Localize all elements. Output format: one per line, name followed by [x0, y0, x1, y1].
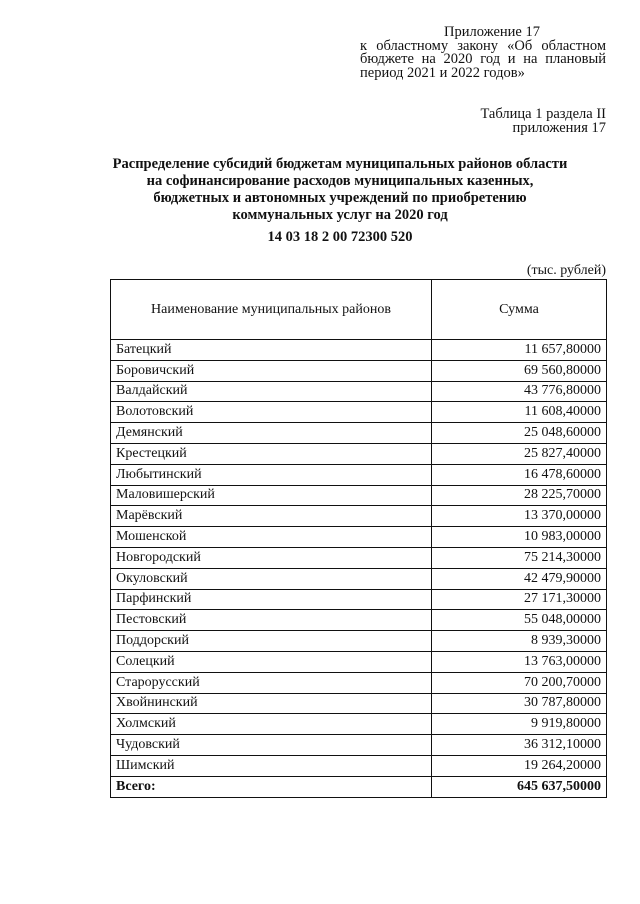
table-row: [111, 610, 607, 631]
table-row: [111, 527, 607, 548]
unit-label: (тыс. рублей): [526, 263, 606, 278]
district-amount: 43 776,80000: [432, 381, 607, 402]
appendix-line: бюджете на 2020 год и на плановый: [360, 51, 606, 67]
district-name: Боровичский: [111, 360, 432, 381]
header-district: Наименование муниципальных районов: [111, 280, 432, 340]
appendix-header: [360, 26, 606, 80]
title-line: на софинансирование расходов муниципальных казенных,: [146, 173, 534, 189]
total-row: [111, 776, 607, 797]
district-amount: 69 560,80000: [432, 360, 607, 381]
appendix-title: Приложение 17: [444, 24, 540, 40]
district-name: Батецкий: [111, 340, 432, 361]
table-row: [111, 693, 607, 714]
district-amount: 25 048,60000: [432, 423, 607, 444]
district-name: Волотовский: [111, 402, 432, 423]
district-amount: 8 939,30000: [432, 631, 607, 652]
district-name: Поддорский: [111, 631, 432, 652]
subsidy-table: [110, 279, 607, 798]
district-name: Парфинский: [111, 589, 432, 610]
table-row: [111, 360, 607, 381]
district-amount: 55 048,00000: [432, 610, 607, 631]
district-name: Холмский: [111, 714, 432, 735]
district-amount: 70 200,70000: [432, 672, 607, 693]
district-name: Чудовский: [111, 735, 432, 756]
table-reference-line: приложения 17: [512, 119, 606, 136]
table-row: [111, 506, 607, 527]
district-amount: 19 264,20000: [432, 755, 607, 776]
table-row: [111, 568, 607, 589]
table-row: [111, 547, 607, 568]
table-row: [111, 423, 607, 444]
district-name: Старорусский: [111, 672, 432, 693]
table-row: [111, 464, 607, 485]
district-name: Хвойнинский: [111, 693, 432, 714]
district-amount: 25 827,40000: [432, 443, 607, 464]
title-line: коммунальных услуг на 2020 год: [232, 207, 448, 223]
table-row: [111, 651, 607, 672]
district-amount: 16 478,60000: [432, 464, 607, 485]
header-amount: Сумма: [432, 280, 607, 340]
district-amount: 13 370,00000: [432, 506, 607, 527]
table-body: [111, 340, 607, 798]
district-amount: 9 919,80000: [432, 714, 607, 735]
table-row: [111, 340, 607, 361]
table-row: [111, 755, 607, 776]
district-amount: 13 763,00000: [432, 651, 607, 672]
table-reference: [480, 108, 606, 135]
district-amount: 11 608,40000: [432, 402, 607, 423]
district-name: Демянский: [111, 423, 432, 444]
budget-code: 14 03 18 2 00 72300 520: [267, 229, 413, 245]
district-amount: 10 983,00000: [432, 527, 607, 548]
district-name: Солецкий: [111, 651, 432, 672]
district-amount: 28 225,70000: [432, 485, 607, 506]
district-amount: 11 657,80000: [432, 340, 607, 361]
district-amount: 75 214,30000: [432, 547, 607, 568]
district-name: Пестовский: [111, 610, 432, 631]
total-amount: 645 637,50000: [432, 776, 607, 797]
table-header-row: [111, 280, 607, 340]
appendix-line: к областному закону «Об областном: [360, 37, 606, 54]
table-row: [111, 714, 607, 735]
table-row: [111, 735, 607, 756]
district-name: Новгородский: [111, 547, 432, 568]
title-line: бюджетных и автономных учреждений по приобретению: [153, 190, 527, 206]
appendix-line: период 2021 и 2022 годов»: [360, 64, 525, 81]
total-label: Всего:: [111, 776, 432, 797]
district-amount: 27 171,30000: [432, 589, 607, 610]
district-amount: 30 787,80000: [432, 693, 607, 714]
table-row: [111, 672, 607, 693]
table-row: [111, 485, 607, 506]
district-amount: 42 479,90000: [432, 568, 607, 589]
title-line: Распределение субсидий бюджетам муниципальных районов области: [112, 156, 568, 172]
table-row: [111, 589, 607, 610]
table-row: [111, 443, 607, 464]
district-name: Валдайский: [111, 381, 432, 402]
document-title: [90, 156, 590, 224]
district-name: Марёвский: [111, 506, 432, 527]
district-amount: 36 312,10000: [432, 735, 607, 756]
district-name: Мошенской: [111, 527, 432, 548]
district-name: Крестецкий: [111, 443, 432, 464]
table-row: [111, 402, 607, 423]
district-name: Шимский: [111, 755, 432, 776]
district-name: Окуловский: [111, 568, 432, 589]
table-reference-line: Таблица 1 раздела II: [480, 106, 606, 122]
district-name: Маловишерский: [111, 485, 432, 506]
table-row: [111, 381, 607, 402]
district-name: Любытинский: [111, 464, 432, 485]
table-row: [111, 631, 607, 652]
